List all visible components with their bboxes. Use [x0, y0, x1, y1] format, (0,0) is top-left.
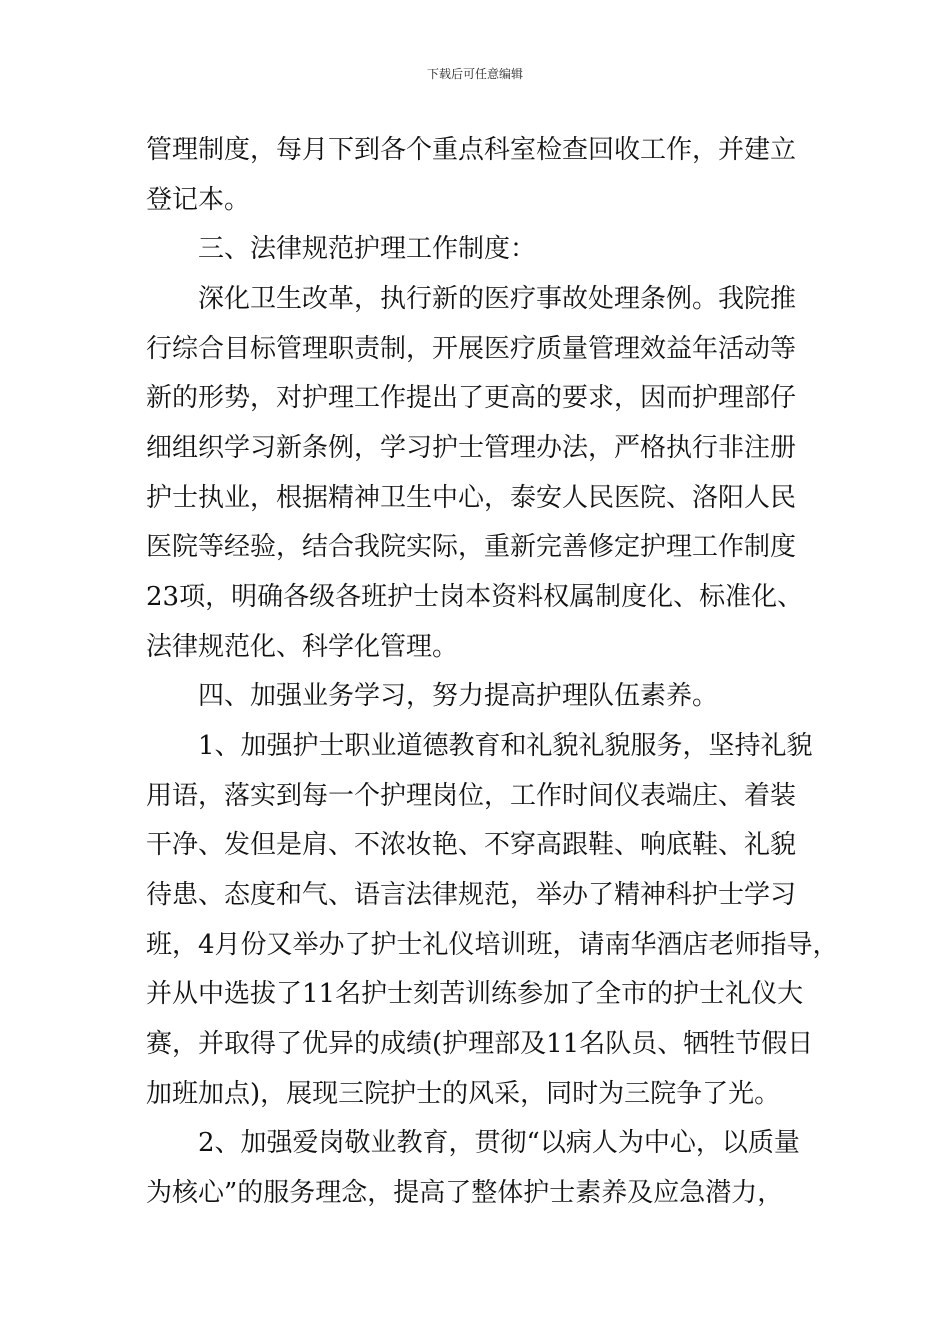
body-line: 用语，落实到每一个护理岗位，工作时间仪表端庄、着装 — [146, 781, 797, 811]
body-line: 管理制度，每月下到各个重点科室检查回收工作，并建立 — [146, 135, 797, 165]
body-line: 加班加点)，展现三院护士的风采，同时为三院争了光。 — [146, 1079, 781, 1109]
body-line: 为核心”的服务理念，提高了整体护士素养及应急潜力， — [146, 1178, 784, 1208]
body-line: 班，4月份又举办了护士礼仪培训班，请南华酒店老师指导， — [146, 930, 839, 960]
body-line: 并从中选拔了11名护士刻苦训练参加了全市的护士礼仪大 — [146, 979, 804, 1009]
body-line: 细组织学习新条例，学习护士管理办法，严格执行非注册 — [146, 433, 797, 463]
page-header: 下载后可任意编辑 — [426, 67, 523, 81]
body-line: 法律规范化、科学化管理。 — [146, 632, 459, 662]
body-line: 护士执业，根据精神卫生中心，泰安人民医院、洛阳人民 — [146, 483, 797, 513]
body-line: 1、加强护士职业道德教育和礼貌礼貌服务，坚持礼貌 — [198, 731, 813, 761]
body-line: 新的形势，对护理工作提出了更高的要求，因而护理部仔 — [146, 383, 797, 413]
body-line: 赛，并取得了优异的成绩(护理部及11名队员、牺牲节假日 — [146, 1029, 814, 1059]
section-heading: 三、法律规范护理工作制度： — [198, 234, 537, 264]
body-line: 医院等经验，结合我院实际，重新完善修定护理工作制度 — [146, 532, 797, 562]
section-heading: 四、加强业务学习，努力提高护理队伍素养。 — [198, 681, 719, 711]
body-line: 登记本。 — [146, 185, 251, 215]
body-line: 2、加强爱岗敬业教育，贯彻“以病人为中心，以质量 — [198, 1128, 800, 1158]
body-line: 深化卫生改革，执行新的医疗事故处理条例。我院推 — [198, 284, 797, 314]
body-line: 23项，明确各级各班护士岗本资料权属制度化、标准化、 — [146, 582, 804, 612]
body-line: 干净、发但是肩、不浓妆艳、不穿高跟鞋、响底鞋、礼貌 — [146, 830, 797, 860]
body-line: 行综合目标管理职责制，开展医疗质量管理效益年活动等 — [146, 334, 797, 364]
body-line: 待患、态度和气、语言法律规范，举办了精神科护士学习 — [146, 880, 797, 910]
